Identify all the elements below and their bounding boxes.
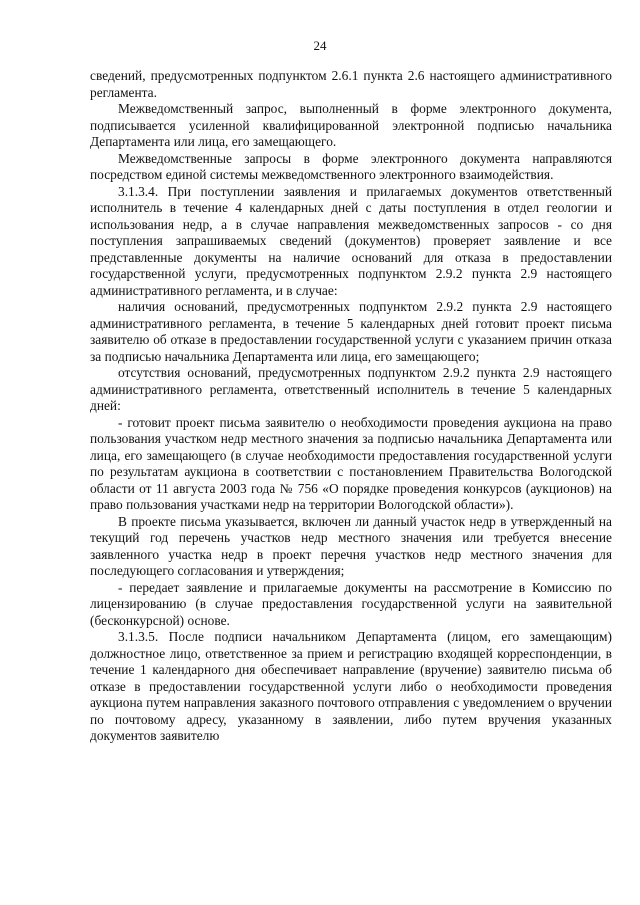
- document-body: [90, 68, 612, 745]
- paragraph-continuation: сведений, предусмотренных подпунктом 2.6.1 пункта 2.6 настоящего административного регламента.: [90, 68, 612, 100]
- paragraph-electronic-request-delivery: Межведомственные запросы в форме электронного документа направляются посредством единой системы межведомственного электронного взаимодействия.: [90, 150, 612, 182]
- paragraph-3-1-3-5: 3.1.3.5. После подписи начальником Департамента (лицом, его замещающим) должностное лицо, ответственное за прием и регистрацию входящей корреспонденции, в течение 1 календарного дня обеспечивает направление (вручение) заявителю письма об отказе в предоставлении государственной услуги либо о необходимости проведения аукциона путем направления заказного почтового отправления с уведомлением о вручении по почтовому адресу, указанному в заявлении, либо путем вручения указанных документов заявителю: [90, 629, 612, 743]
- paragraph-electronic-request-signature: Межведомственный запрос, выполненный в форме электронного документа, подписывается усиленной квалифицированной электронной подписью начальника Департамента или лица, его замещающего.: [90, 101, 612, 149]
- paragraph-3-1-3-4: 3.1.3.4. При поступлении заявления и прилагаемых документов ответственный исполнитель в течение 4 календарных дней с даты поступления в отдел геологии и использования недр, а в случае направления межведомственных запросов - со дня поступления запрашиваемых сведений (документов) проверяет заявление и все представленные документы на наличие оснований для отказа в предоставлении государственной услуги, предусмотренных подпунктом 2.9.2 пункта 2.9 настоящего административного регламента, и в случае:: [90, 183, 612, 298]
- paragraph-auction-letter: - готовит проект письма заявителю о необходимости проведения аукциона на право пользования участком недр местного значения за подписью начальника Департамента или лица, его замещающего (в случае необходимости предоставления государственной услуги по результатам аукциона в соответствии с постановлением Правительства Вологодской области от 11 августа 2003 года № 756 «О порядке проведения конкурсов (аукционов) на право пользования участками недр на территории Вологодской области»).: [90, 414, 612, 512]
- paragraph-grounds-present: наличия оснований, предусмотренных подпунктом 2.9.2 пункта 2.9 настоящего административного регламента, в течение 5 календарных дней готовит проект письма заявителю об отказе в предоставлении государственной услуги с указанием причин отказа за подписью начальника Департамента или лица, его замещающего;: [90, 299, 612, 364]
- paragraph-grounds-absent: отсутствия оснований, предусмотренных подпунктом 2.9.2 пункта 2.9 настоящего административного регламента, ответственный исполнитель в течение 5 календарных дней:: [90, 365, 612, 413]
- page-number: 24: [313, 38, 327, 53]
- paragraph-commission-transfer: - передает заявление и прилагаемые документы на рассмотрение в Комиссию по лицензированию (в случае предоставления государственной услуги на заявительной (бесконкурсной) основе.: [90, 579, 612, 628]
- paragraph-letter-content: В проекте письма указывается, включен ли данный участок недр в утвержденный на текущий год перечень участков недр местного значения или требуется внесение заявленного участка недр в проект перечня участков недр местного значения для последующего согласования и утверждения;: [90, 513, 612, 578]
